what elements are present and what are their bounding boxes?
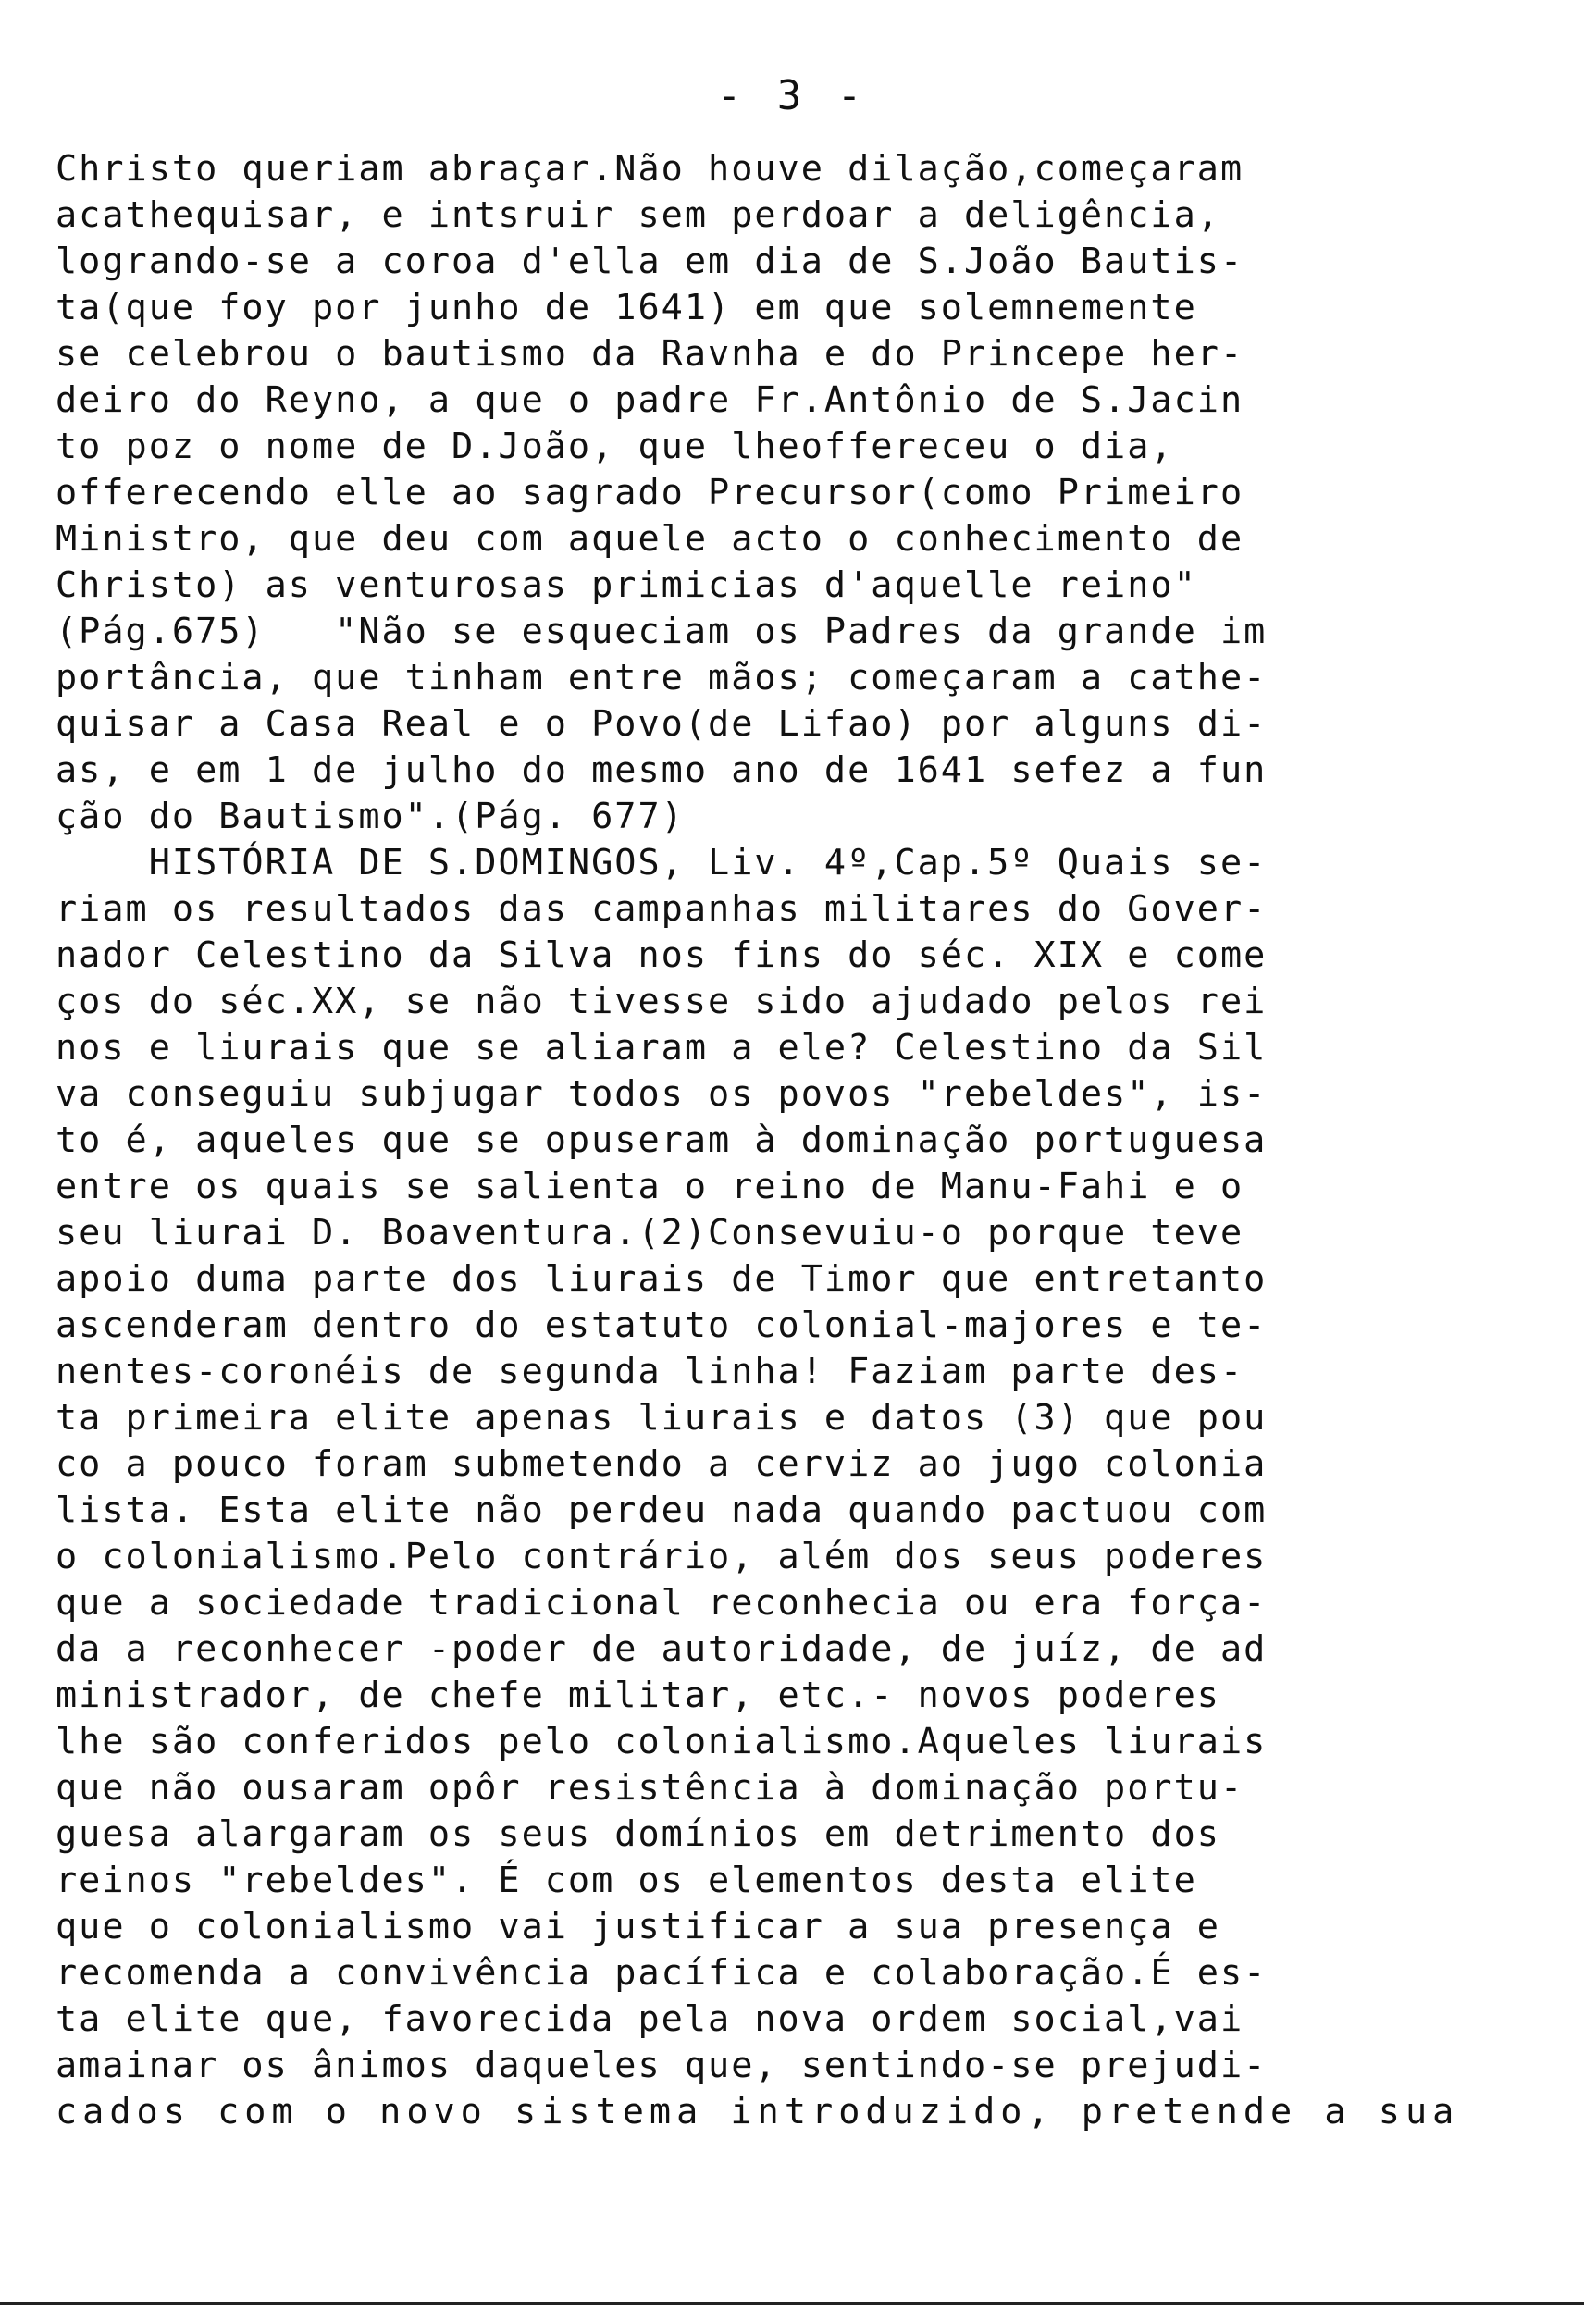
text-line: portância, que tinham entre mãos; começaram a cathe-	[56, 657, 1268, 698]
text-line: va conseguiu subjugar todos os povos "rebeldes", is-	[56, 1073, 1268, 1115]
text-line: ta primeira elite apenas liurais e datos (3) que pou	[56, 1397, 1268, 1439]
text-line: Ministro, que deu com aquele acto o conhecimento de	[56, 518, 1244, 560]
text-line: amainar os ânimos daqueles que, sentindo-se prejudi-	[56, 2045, 1268, 2086]
body-text	[56, 146, 1536, 2135]
text-line: to é, aqueles que se opuseram à dominação portuguesa	[56, 1119, 1268, 1161]
text-line: ta elite que, favorecida pela nova ordem social,vai	[56, 1998, 1244, 2040]
footer-rule	[0, 2302, 1584, 2305]
text-line: guesa alargaram os seus domínios em detrimento dos	[56, 1813, 1220, 1855]
text-line: logrando-se a coroa d'ella em dia de S.João Bautis-	[56, 241, 1244, 282]
text-line: lista. Esta elite não perdeu nada quando pactuou com	[56, 1490, 1268, 1531]
text-line: riam os resultados das campanhas militares do Gover-	[56, 888, 1268, 930]
text-line: entre os quais se salienta o reino de Manu-Fahi e o	[56, 1166, 1244, 1207]
section-heading-line: HISTÓRIA DE S.DOMINGOS, Liv. 4º,Cap.5º Quais se-	[56, 842, 1268, 884]
text-line: que a sociedade tradicional reconhecia ou era força-	[56, 1582, 1268, 1624]
text-line: nador Celestino da Silva nos fins do séc. XIX e come	[56, 934, 1268, 976]
text-line: (Pág.675) "Não se esqueciam os Padres da grande im	[56, 611, 1268, 652]
text-line: ascenderam dentro do estatuto colonial-majores e te-	[56, 1304, 1268, 1346]
text-line: Christo) as venturosas primicias d'aquelle reino"	[56, 564, 1197, 606]
text-line: ços do séc.XX, se não tivesse sido ajudado pelos rei	[56, 981, 1268, 1022]
text-line: cados com o novo sistema introduzido, pretende a sua	[56, 2091, 1460, 2132]
text-line: ministrador, de chefe militar, etc.- novos poderes	[56, 1675, 1220, 1716]
text-line: as, e em 1 de julho do mesmo ano de 1641 sefez a fun	[56, 749, 1268, 791]
text-line: offerecendo elle ao sagrado Precursor(como Primeiro	[56, 472, 1244, 513]
page-number: - 3 -	[716, 72, 868, 119]
text-line: que não ousaram opôr resistência à dominação portu-	[56, 1767, 1244, 1809]
text-line: recomenda a convivência pacífica e colaboração.É es-	[56, 1952, 1268, 1994]
text-line: se celebrou o bautismo da Ravnha e do Princepe her-	[56, 333, 1244, 375]
text-line: nos e liurais que se aliaram a ele? Celestino da Sil	[56, 1027, 1268, 1069]
text-line: ção do Bautismo".(Pág. 677)	[56, 796, 685, 837]
text-line: o colonialismo.Pelo contrário, além dos seus poderes	[56, 1536, 1268, 1577]
text-line: ta(que foy por junho de 1641) em que solemnemente	[56, 287, 1197, 328]
text-line: reinos "rebeldes". É com os elementos desta elite	[56, 1860, 1197, 1901]
text-line: deiro do Reyno, a que o padre Fr.Antônio de S.Jacin	[56, 379, 1244, 421]
text-line: lhe são conferidos pelo colonialismo.Aqueles liurais	[56, 1721, 1268, 1762]
text-line: nentes-coronéis de segunda linha! Faziam parte des-	[56, 1351, 1244, 1392]
text-line: to poz o nome de D.João, que lheoffereceu o dia,	[56, 426, 1174, 467]
text-line: que o colonialismo vai justificar a sua presença e	[56, 1906, 1220, 1947]
text-line: acathequisar, e intsruir sem perdoar a deligência,	[56, 194, 1220, 236]
text-line: da a reconhecer -poder de autoridade, de juíz, de ad	[56, 1628, 1268, 1670]
text-line: quisar a Casa Real e o Povo(de Lifao) por alguns di-	[56, 703, 1268, 745]
text-line: apoio duma parte dos liurais de Timor que entretanto	[56, 1258, 1268, 1300]
text-line: Christo queriam abraçar.Não houve dilação,começaram	[56, 148, 1244, 190]
text-line: seu liurai D. Boaventura.(2)Consevuiu-o porque teve	[56, 1212, 1244, 1254]
text-line: co a pouco foram submetendo a cerviz ao jugo colonia	[56, 1443, 1268, 1485]
